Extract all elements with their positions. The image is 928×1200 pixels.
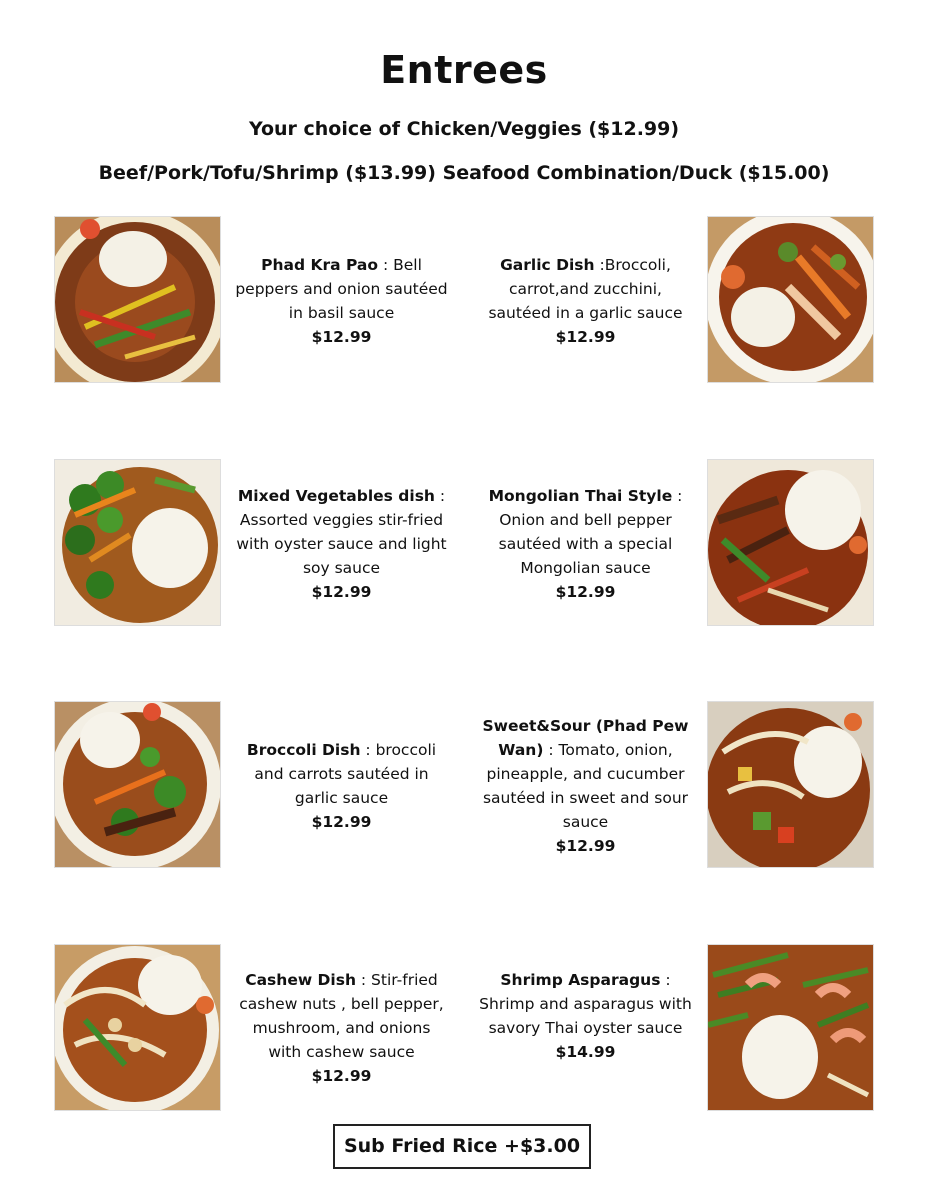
phad-kra-pao-photo bbox=[55, 217, 220, 382]
dish-name: Garlic Dish bbox=[500, 256, 595, 274]
dish-broccoli-dish bbox=[234, 738, 449, 834]
dish-price: $12.99 bbox=[555, 583, 616, 601]
dish-description: : broccoli and carrots sautéed in garlic sauce bbox=[254, 741, 437, 807]
dish-name: Sweet&Sour (Phad Pew Wan) bbox=[482, 717, 689, 759]
dish-mixed-vegetables bbox=[234, 484, 449, 604]
dish-description: : Assorted veggies stir-fried with oyster sauce and light soy sauce bbox=[236, 487, 447, 577]
fried-rice-upgrade-note: Sub Fried Rice +$3.00 bbox=[333, 1124, 591, 1169]
dish-sweet-and-sour bbox=[478, 714, 693, 858]
shrimp-asparagus-photo bbox=[708, 945, 873, 1110]
dish-name: Mixed Vegetables dish bbox=[237, 487, 435, 505]
pricing-line-other-proteins: Beef/Pork/Tofu/Shrimp ($13.99) Seafood Combination/Duck ($15.00) bbox=[98, 162, 830, 184]
menu-title: Entrees bbox=[380, 48, 548, 92]
dish-phad-kra-pao bbox=[234, 253, 449, 349]
dish-cashew-dish bbox=[234, 968, 449, 1088]
dish-price: $12.99 bbox=[311, 328, 372, 346]
dish-name: Mongolian Thai Style bbox=[488, 487, 673, 505]
dish-price: $14.99 bbox=[555, 1043, 616, 1061]
dish-description: : Tomato, onion, pineapple, and cucumber sautéed in sweet and sour sauce bbox=[482, 741, 689, 831]
broccoli-dish-photo bbox=[55, 702, 220, 867]
cashew-dish-photo bbox=[55, 945, 220, 1110]
dish-name: Broccoli Dish bbox=[246, 741, 361, 759]
sweet-and-sour-photo bbox=[708, 702, 873, 867]
dish-shrimp-asparagus bbox=[478, 968, 693, 1064]
mongolian-thai-style-photo bbox=[708, 460, 873, 625]
dish-price: $12.99 bbox=[555, 328, 616, 346]
pricing-line-chicken-veggies: Your choice of Chicken/Veggies ($12.99) bbox=[248, 118, 680, 140]
dish-price: $12.99 bbox=[311, 583, 372, 601]
dish-description: : Bell peppers and onion sautéed in basil sauce bbox=[235, 256, 448, 322]
dish-description: : Onion and bell pepper sautéed with a special Mongolian sauce bbox=[498, 487, 683, 577]
garlic-dish-photo bbox=[708, 217, 873, 382]
dish-mongolian-thai-style bbox=[478, 484, 693, 604]
dish-name: Cashew Dish bbox=[245, 971, 356, 989]
dish-description: : Stir-fried cashew nuts , bell pepper, mushroom, and onions with cashew sauce bbox=[239, 971, 444, 1061]
dish-price: $12.99 bbox=[311, 813, 372, 831]
mixed-vegetables-photo bbox=[55, 460, 220, 625]
dish-description: :Broccoli, carrot,and zucchini, sautéed in a garlic sauce bbox=[488, 256, 683, 322]
dish-description: : Shrimp and asparagus with savory Thai oyster sauce bbox=[479, 971, 692, 1037]
dish-name: Shrimp Asparagus bbox=[500, 971, 661, 989]
dish-price: $12.99 bbox=[311, 1067, 372, 1085]
dish-name: Phad Kra Pao bbox=[261, 256, 379, 274]
dish-price: $12.99 bbox=[555, 837, 616, 855]
dish-garlic-dish bbox=[478, 253, 693, 349]
